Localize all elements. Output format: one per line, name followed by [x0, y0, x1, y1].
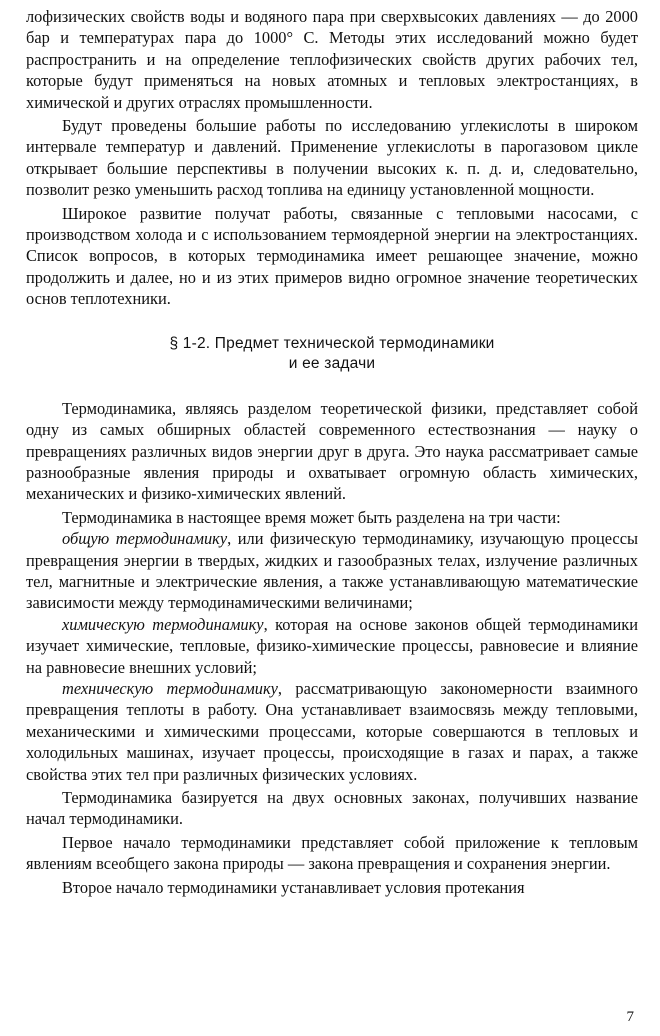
page-number: 7	[626, 1009, 634, 1025]
list-item-technical-text: , рассматривающую закономерности взаимного превращения теплоты в работу. Она устанавливает взаимосвязь между тепловыми, механическими и химическими процессами, которые совершаются в тепловых и холодильных машинах, изучает процессы, происходящие в газах и парах, а также свойства этих тел при различных физических условиях.	[26, 678, 638, 784]
list-item-chemical-text: , которая на основе законов общей термодинамики изучает химические, тепловые, физико-химические процессы, равновесие и влияние на равновесие внешних условий;	[26, 614, 638, 677]
term-general-thermodynamics: общую термодинамику	[62, 529, 228, 549]
paragraph-heat-pumps: Широкое развитие получат работы, связанные с тепловыми насосами, с производством холода и с использованием термоядерной энергии на электростанциях. Список вопросов, в которых термодинамика имеет решающее значение, можно продолжить и далее, но и из этих примеров видно огромное значение теоретических основ теплотехники.	[26, 203, 638, 309]
section-heading-line-2: и ее задачи	[288, 354, 376, 372]
paragraph-three-parts: Термодинамика в настоящее время может быть разделена на три части:	[62, 507, 561, 527]
paragraph-second-law: Второе начало термодинамики устанавливает условия протекания	[62, 877, 525, 897]
paragraph-thermodynamics-intro: Термодинамика, являясь разделом теоретической физики, представляет собой одну из самых обширных областей современного естествознания — науку о превращениях различных видов энергии друг в друга. Это наука рассматривает самые разнообразные явления природы и охватывает огромную область химических, механических и физико-химических явлений.	[26, 398, 638, 504]
term-chemical-thermodynamics: химическую термодинамику	[62, 614, 264, 634]
list-item-chemical-thermodynamics	[26, 614, 638, 678]
section-heading	[26, 334, 638, 374]
list-item-general-thermodynamics	[26, 528, 638, 614]
paragraph-two-laws: Термодинамика базируется на двух основных законах, получивших название начал термодинамики.	[26, 788, 638, 829]
list-item-technical-thermodynamics	[26, 678, 638, 785]
section-heading-line-1: § 1-2. Предмет технической термодинамики	[169, 334, 495, 352]
paragraph-carbon-dioxide: Будут проведены большие работы по исследованию углекислоты в широком интервале температур и давлений. Применение углекислоты в парогазовом цикле открывает большие перспективы в получении высоких к. п. д. и, следовательно, позволит резко уменьшить расход топлива на единицу установленной мощности.	[26, 116, 638, 200]
term-technical-thermodynamics: техническую термодинамику	[62, 678, 278, 698]
list-item-general-text: , или физическую термодинамику, изучающую процессы превращения энергии в твердых, жидких и газообразных телах, излучение различных тел, магнитные и электрические явления, а также устанавливающую математические зависимости между термодинамическими величинами;	[26, 529, 638, 613]
paragraph-continuation: лофизических свойств воды и водяного пара при сверхвысоких давлениях — до 2000 бар и температурах пара до 1000° С. Методы этих исследований можно будет распространить и на определение теплофизических свойств других рабочих тел, которые будут применяться на новых атомных и тепловых электростанциях, в химической и других отраслях промышленности.	[26, 7, 638, 112]
paragraph-first-law: Первое начало термодинамики представляет собой приложение к тепловым явлениям всеобщего закона природы — закона превращения и сохранения энергии.	[26, 832, 638, 874]
